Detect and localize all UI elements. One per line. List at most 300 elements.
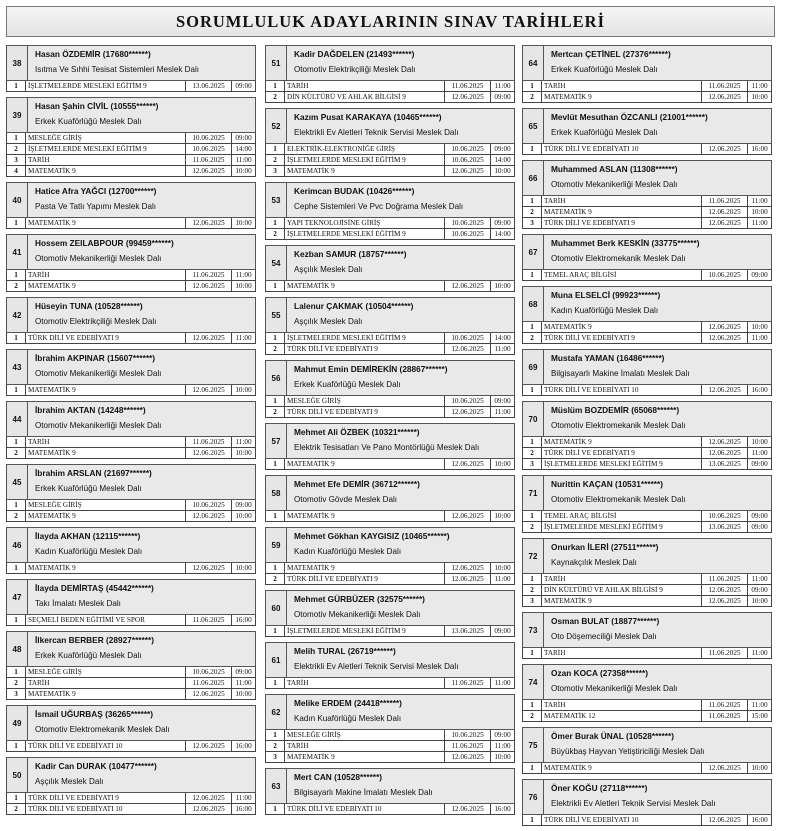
exam-date: 12.06.2025 [445,752,491,763]
exam-index: 1 [6,500,26,511]
exam-row [6,333,256,344]
exam-lesson: MATEMATİK 9 [285,563,445,574]
exam-lesson: DİN KÜLTÜRÜ VE AHLAK BİLGİSİ 9 [542,585,702,596]
exam-index: 1 [265,511,285,522]
exam-date: 12.06.2025 [702,207,748,218]
exam-lesson: TÜRK DİLİ VE EDEBİYATI 9 [285,407,445,418]
candidate-card [265,423,515,470]
candidate-header [522,160,772,196]
exam-index: 2 [522,585,542,596]
exam-row [265,511,515,522]
exam-date: 12.06.2025 [702,763,748,774]
exam-date: 11.06.2025 [186,615,232,626]
candidate-department: Otomotiv Elektrikçiliği Meslek Dalı [294,65,416,74]
exam-row [265,155,515,166]
exam-date: 11.06.2025 [186,437,232,448]
exam-date: 10.06.2025 [186,667,232,678]
exam-row [6,133,256,144]
candidate-number: 65 [522,108,544,144]
exam-row [6,281,256,292]
candidate-info [28,45,256,81]
exam-time: 09:00 [232,81,256,92]
exam-index: 2 [6,511,26,522]
exam-time: 10:00 [748,763,772,774]
candidate-department: Takı İmalatı Meslek Dalı [35,599,121,608]
exam-row [522,596,772,607]
exam-index: 4 [6,166,26,177]
candidate-number: 45 [6,464,28,500]
candidate-number: 44 [6,401,28,437]
exam-lesson: MATEMATİK 12 [542,711,702,722]
exam-index: 1 [522,763,542,774]
exam-time: 11:00 [748,648,772,659]
exam-lesson: MATEMATİK 9 [285,166,445,177]
exam-lesson: İŞLETMELERDE MESLEKİ EĞİTİM 9 [285,229,445,240]
exam-row [522,92,772,103]
candidate-card [265,694,515,763]
exam-date: 12.06.2025 [445,459,491,470]
exam-date: 12.06.2025 [702,333,748,344]
candidate-department: Otomotiv Gövde Meslek Dalı [294,495,398,504]
exam-time: 11:00 [491,678,515,689]
exam-row [522,270,772,281]
candidate-info [544,108,772,144]
candidate-number: 70 [522,401,544,437]
exam-row [6,804,256,815]
candidate-number: 62 [265,694,287,730]
exam-date: 12.06.2025 [186,166,232,177]
exam-index: 1 [522,815,542,826]
candidate-department: Erkek Kuaförlüğü Meslek Dalı [551,128,658,137]
exam-time: 09:00 [748,522,772,533]
exam-date: 13.06.2025 [186,81,232,92]
candidate-department: Otomotiv Elektromekanik Meslek Dalı [551,421,686,430]
exam-row [265,678,515,689]
exam-row [6,437,256,448]
exam-index: 1 [6,667,26,678]
candidate-info [287,694,515,730]
candidate-department: Otomotiv Mekanikerliği Meslek Dalı [35,369,162,378]
exam-time: 10:00 [232,166,256,177]
exam-lesson: MATEMATİK 9 [285,511,445,522]
exam-row [6,218,256,229]
candidate-card [6,45,256,92]
candidate-info [287,590,515,626]
candidate-header [522,108,772,144]
candidate-header [265,360,515,396]
candidate-header [265,642,515,678]
candidate-card [6,97,256,177]
exam-lesson: TÜRK DİLİ VE EDEBİYATI 9 [285,574,445,585]
exam-date: 12.06.2025 [186,793,232,804]
exam-row [522,218,772,229]
exam-lesson: TÜRK DİLİ VE EDEBİYATI 10 [542,815,702,826]
exam-row [265,333,515,344]
exam-row [6,144,256,155]
exam-row [265,752,515,763]
exam-index: 2 [265,741,285,752]
candidate-header [265,527,515,563]
candidate-header [6,757,256,793]
candidate-header [522,45,772,81]
exam-time: 15:00 [748,711,772,722]
candidate-header [6,579,256,615]
exam-lesson: TÜRK DİLİ VE EDEBİYATI 10 [285,804,445,815]
candidate-department: Aşçılık Meslek Dalı [294,317,363,326]
candidate-card [522,475,772,533]
candidate-info [544,779,772,815]
exam-date: 12.06.2025 [445,563,491,574]
candidate-department: Erkek Kuaförlüğü Meslek Dalı [35,117,142,126]
exam-date: 11.06.2025 [445,741,491,752]
exam-index: 2 [265,229,285,240]
exam-date: 12.06.2025 [702,92,748,103]
exam-row [522,522,772,533]
exam-row [522,448,772,459]
exam-time: 14:00 [491,229,515,240]
exam-index: 2 [522,448,542,459]
exam-row [522,322,772,333]
exam-row [522,333,772,344]
exam-index: 2 [6,281,26,292]
exam-time: 10:00 [491,563,515,574]
exam-row [6,511,256,522]
exam-date: 12.06.2025 [445,511,491,522]
candidate-card [265,527,515,585]
exam-row [265,563,515,574]
exam-lesson: TEMEL ARAÇ BİLGİSİ [542,270,702,281]
candidate-card [265,108,515,177]
candidate-info [287,360,515,396]
candidate-info [28,705,256,741]
exam-date: 10.06.2025 [445,218,491,229]
exam-row [522,648,772,659]
candidate-card [522,45,772,103]
candidate-name: Mehmet GÜRBÜZER (32575******) [294,594,425,604]
exam-index: 1 [522,81,542,92]
exam-index: 1 [265,459,285,470]
exam-time: 11:00 [748,218,772,229]
exam-index: 1 [265,626,285,637]
exam-row [6,615,256,626]
candidate-header [6,464,256,500]
exam-date: 11.06.2025 [445,81,491,92]
candidate-info [544,475,772,511]
candidate-department: Elektrik Tesisatları Ve Pano Montörlüğü Meslek Dalı [294,443,480,452]
exam-lesson: MATEMATİK 9 [542,322,702,333]
exam-time: 11:00 [491,81,515,92]
exam-time: 11:00 [748,81,772,92]
candidate-name: Öner KOĞU (27118******) [551,783,648,793]
exam-time: 09:00 [491,396,515,407]
exam-date: 10.06.2025 [445,396,491,407]
exam-date: 11.06.2025 [186,678,232,689]
candidate-number: 43 [6,349,28,385]
exam-lesson: TÜRK DİLİ VE EDEBİYATI 9 [542,333,702,344]
exam-lesson: DİN KÜLTÜRÜ VE AHLAK BİLGİSİ 9 [285,92,445,103]
exam-lesson: TÜRK DİLİ VE EDEBİYATI 9 [542,218,702,229]
exam-index: 1 [265,396,285,407]
exam-lesson: MATEMATİK 9 [542,207,702,218]
exam-time: 10:00 [748,596,772,607]
candidate-header [265,768,515,804]
candidate-info [544,538,772,574]
exam-lesson: TARİH [26,678,186,689]
exam-lesson: MATEMATİK 9 [285,459,445,470]
candidate-name: Mert CAN (10528******) [294,772,383,782]
exam-row [6,155,256,166]
candidate-number: 75 [522,727,544,763]
exam-time: 11:00 [232,333,256,344]
exam-date: 11.06.2025 [186,155,232,166]
candidate-header [522,286,772,322]
candidate-card [6,705,256,752]
candidate-name: İbrahim ARSLAN (21697******) [35,468,152,478]
exam-lesson: MESLEĞE GİRİŞ [26,133,186,144]
exam-time: 09:00 [232,500,256,511]
exam-row [265,741,515,752]
exam-lesson: İŞLETMELERDE MESLEKİ EĞİTİM 9 [542,459,702,470]
exam-row [6,448,256,459]
exam-date: 12.06.2025 [186,511,232,522]
candidate-number: 63 [265,768,287,804]
exam-date: 10.06.2025 [445,333,491,344]
exam-time: 11:00 [232,437,256,448]
candidate-number: 73 [522,612,544,648]
candidate-header [265,182,515,218]
candidate-info [544,286,772,322]
exam-time: 09:00 [748,585,772,596]
exam-row [265,574,515,585]
candidate-info [28,527,256,563]
exam-time: 11:00 [748,448,772,459]
candidate-header [6,182,256,218]
column-right [522,45,772,831]
candidate-name: Mehmet Efe DEMİR (36712******) [294,479,420,489]
candidate-number: 52 [265,108,287,144]
candidate-number: 49 [6,705,28,741]
candidate-header [522,727,772,763]
exam-time: 10:00 [232,689,256,700]
candidate-info [287,527,515,563]
exam-index: 1 [6,615,26,626]
exam-date: 12.06.2025 [186,563,232,574]
exam-time: 11:00 [748,333,772,344]
candidate-info [544,160,772,196]
exam-date: 10.06.2025 [186,144,232,155]
exam-lesson: MATEMATİK 9 [542,437,702,448]
exam-lesson: TÜRK DİLİ VE EDEBİYATI 9 [26,793,186,804]
candidate-number: 51 [265,45,287,81]
exam-date: 12.06.2025 [186,333,232,344]
candidate-department: Elektrikli Ev Aletleri Teknik Servisi Meslek Dalı [551,799,716,808]
exam-lesson: TÜRK DİLİ VE EDEBİYATI 9 [542,448,702,459]
exam-index: 1 [265,804,285,815]
exam-date: 12.06.2025 [702,585,748,596]
exam-lesson: SEÇMELİ BEDEN EĞİTİMİ VE SPOR [26,615,186,626]
candidate-info [28,401,256,437]
exam-time: 11:00 [232,270,256,281]
candidate-card [522,779,772,826]
candidate-department: Aşçılık Meslek Dalı [294,265,363,274]
candidate-card [522,727,772,774]
exam-time: 09:00 [748,270,772,281]
candidate-card [6,527,256,574]
candidate-info [287,45,515,81]
exam-index: 2 [522,333,542,344]
exam-index: 1 [522,574,542,585]
candidate-number: 47 [6,579,28,615]
candidate-number: 72 [522,538,544,574]
exam-row [522,144,772,155]
exam-time: 11:00 [491,741,515,752]
candidate-card [265,182,515,240]
exam-time: 11:00 [232,678,256,689]
exam-date: 12.06.2025 [445,281,491,292]
candidate-name: Mehmet Gökhan KAYGISIZ (10465******) [294,531,450,541]
exam-lesson: TÜRK DİLİ VE EDEBİYATI 9 [285,344,445,355]
candidate-number: 69 [522,349,544,385]
exam-lesson: MATEMATİK 9 [542,763,702,774]
candidate-department: Kaynakçılık Meslek Dalı [551,558,637,567]
exam-index: 2 [6,144,26,155]
exam-row [265,218,515,229]
exam-lesson: MESLEĞE GİRİŞ [26,667,186,678]
exam-row [265,396,515,407]
candidate-card [6,631,256,700]
exam-lesson: TÜRK DİLİ VE EDEBİYATI 10 [26,804,186,815]
candidate-card [522,349,772,396]
candidate-card [6,349,256,396]
candidate-info [544,727,772,763]
exam-time: 16:00 [232,615,256,626]
exam-lesson: TARİH [542,196,702,207]
candidate-department: Oto Döşemeciliği Meslek Dalı [551,632,657,641]
candidate-department: Kadın Kuaförlüğü Meslek Dalı [294,714,402,723]
exam-lesson: TARİH [542,574,702,585]
exam-lesson: TARİH [542,700,702,711]
candidate-name: Kazım Pusat KARAKAYA (10465******) [294,112,442,122]
candidate-header [6,401,256,437]
exam-date: 13.06.2025 [702,522,748,533]
candidate-info [287,768,515,804]
candidate-name: Muna ELSELCİ (99923******) [551,290,661,300]
exam-row [522,437,772,448]
candidate-number: 42 [6,297,28,333]
exam-row [522,574,772,585]
candidate-name: İbrahim AKTAN (14248******) [35,405,146,415]
exam-lesson: MESLEĞE GİRİŞ [26,500,186,511]
candidate-number: 74 [522,664,544,700]
exam-row [6,500,256,511]
exam-row [265,281,515,292]
candidate-header [265,297,515,333]
exam-date: 12.06.2025 [702,385,748,396]
candidate-header [265,108,515,144]
candidate-name: Hatice Afra YAĞCI (12700******) [35,186,157,196]
exam-time: 10:00 [748,207,772,218]
exam-index: 3 [265,166,285,177]
candidate-number: 48 [6,631,28,667]
candidate-department: Cephe Sistemleri Ve Pvc Doğrama Meslek Dalı [294,202,464,211]
exam-time: 09:00 [748,511,772,522]
candidate-header [6,527,256,563]
candidate-name: Kerimcan BUDAK (10426******) [294,186,415,196]
exam-time: 16:00 [748,815,772,826]
candidate-department: Pasta Ve Tatlı Yapımı Meslek Dalı [35,202,157,211]
candidate-header [6,97,256,133]
exam-lesson: İŞLETMELERDE MESLEKİ EĞİTİM 9 [285,333,445,344]
candidate-department: Bilgisayarlı Makine İmalatı Meslek Dalı [294,788,433,797]
candidate-card [522,664,772,722]
exam-date: 11.06.2025 [445,678,491,689]
candidate-info [287,245,515,281]
candidate-card [265,297,515,355]
candidate-number: 54 [265,245,287,281]
candidate-card [522,538,772,607]
exam-index: 1 [6,385,26,396]
exam-date: 10.06.2025 [702,511,748,522]
candidate-department: Otomotiv Mekanikerliği Meslek Dalı [294,610,421,619]
exam-row [265,166,515,177]
exam-lesson: TARİH [542,81,702,92]
exam-index: 2 [6,678,26,689]
candidate-info [287,108,515,144]
exam-date: 12.06.2025 [702,322,748,333]
candidate-name: Mehmet Ali ÖZBEK (10321******) [294,427,420,437]
exam-time: 09:00 [232,667,256,678]
exam-lesson: İŞLETMELERDE MESLEKİ EĞİTİM 9 [26,144,186,155]
candidate-card [265,590,515,637]
exam-date: 12.06.2025 [702,218,748,229]
candidate-header [265,423,515,459]
candidate-department: Otomotiv Mekanikerliği Meslek Dalı [35,254,162,263]
exam-time: 14:00 [491,333,515,344]
candidate-header [6,349,256,385]
exam-index: 1 [522,322,542,333]
candidate-department: Otomotiv Elektromekanik Meslek Dalı [551,495,686,504]
exam-lesson: TÜRK DİLİ VE EDEBİYATI 10 [542,144,702,155]
exam-time: 11:00 [491,344,515,355]
exam-index: 2 [265,155,285,166]
exam-row [265,804,515,815]
exam-row [522,511,772,522]
exam-lesson: TARİH [26,155,186,166]
exam-row [6,793,256,804]
exam-time: 09:00 [748,459,772,470]
exam-date: 12.06.2025 [702,815,748,826]
exam-date: 11.06.2025 [702,711,748,722]
candidate-name: İsmail UĞURBAŞ (36265******) [35,709,154,719]
exam-row [522,196,772,207]
exam-index: 1 [265,730,285,741]
exam-lesson: MATEMATİK 9 [26,218,186,229]
exam-time: 11:00 [491,407,515,418]
exam-lesson: YAPI TEKNOLOJİSİNE GİRİŞ [285,218,445,229]
exam-time: 11:00 [232,155,256,166]
exam-lesson: MATEMATİK 9 [26,689,186,700]
exam-time: 11:00 [232,793,256,804]
candidate-name: Mevlüt Mesuthan ÖZCANLI (21001******) [551,112,708,122]
exam-index: 1 [522,511,542,522]
exam-row [265,407,515,418]
candidate-number: 57 [265,423,287,459]
candidate-number: 66 [522,160,544,196]
candidate-number: 50 [6,757,28,793]
exam-date: 12.06.2025 [445,166,491,177]
candidate-department: Kadın Kuaförlüğü Meslek Dalı [35,547,143,556]
exam-time: 11:00 [748,196,772,207]
